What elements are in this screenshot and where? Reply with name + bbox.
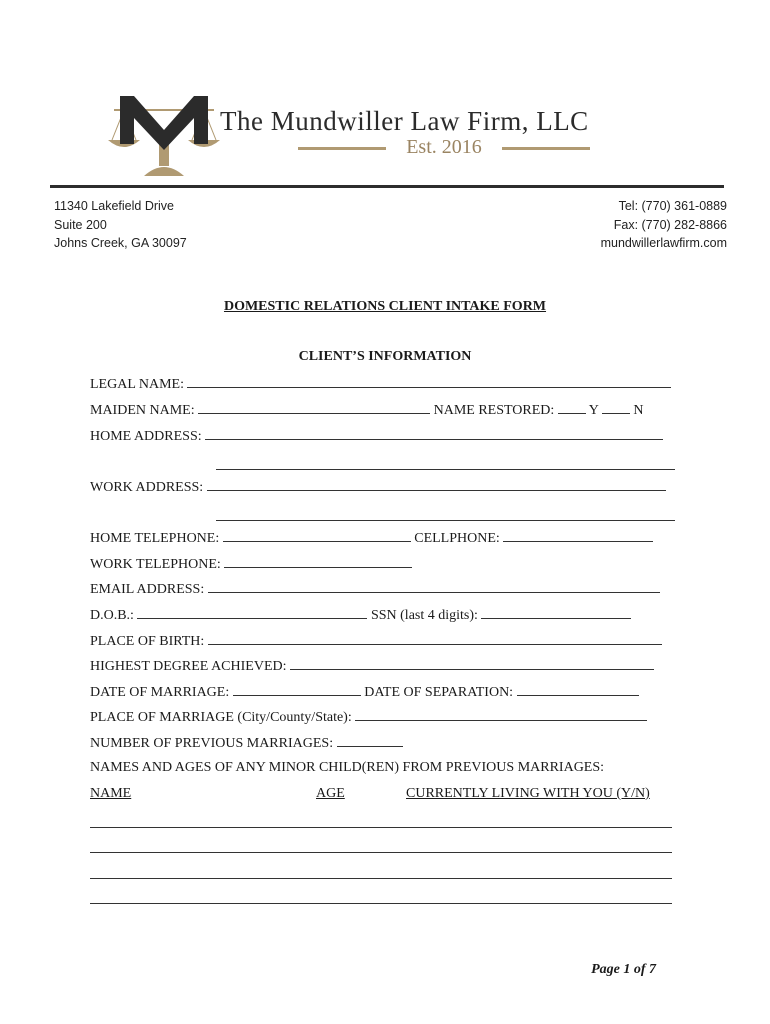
- work-address-label: WORK ADDRESS:: [90, 480, 204, 495]
- no-label: N: [633, 403, 644, 418]
- child-entry-line[interactable]: [90, 878, 672, 879]
- established-line: [298, 136, 590, 162]
- established-year: Est. 2016: [406, 136, 482, 158]
- address-line: 11340 Lakefield Drive: [54, 199, 174, 213]
- address-line: Suite 200: [54, 217, 107, 232]
- cellphone-label: CELLPHONE:: [414, 531, 500, 546]
- minor-children-label: NAMES AND AGES OF ANY MINOR CHILD(REN) FROM PREVIOUS MARRIAGES:: [90, 760, 605, 775]
- contact-info: [601, 197, 727, 253]
- place-of-marriage-field[interactable]: [355, 708, 647, 721]
- previous-marriages-row: [90, 734, 403, 752]
- home-address-label: HOME ADDRESS:: [90, 429, 202, 444]
- name-restored-yes-field[interactable]: [558, 401, 586, 414]
- home-address-field[interactable]: [205, 427, 663, 440]
- yes-label: Y: [588, 403, 599, 418]
- previous-marriages-field[interactable]: [337, 734, 403, 747]
- ssn-field[interactable]: [481, 606, 631, 619]
- work-address-field[interactable]: [207, 478, 666, 491]
- ssn-label: SSN (last 4 digits):: [370, 608, 478, 623]
- marriage-dates-row: [90, 683, 639, 701]
- home-telephone-field[interactable]: [223, 529, 411, 542]
- highest-degree-field[interactable]: [290, 657, 654, 670]
- column-header-age: AGE: [316, 786, 345, 801]
- email-address-field[interactable]: [208, 580, 660, 593]
- work-telephone-label: WORK TELEPHONE:: [90, 557, 221, 572]
- date-of-separation-field[interactable]: [517, 683, 639, 696]
- child-entry-line[interactable]: [90, 903, 672, 904]
- work-telephone-field[interactable]: [224, 555, 412, 568]
- highest-degree-label: HIGHEST DEGREE ACHIEVED:: [90, 659, 287, 674]
- form-title: DOMESTIC RELATIONS CLIENT INTAKE FORM: [223, 299, 547, 314]
- divider: [298, 147, 386, 150]
- home-address-field-2[interactable]: [216, 468, 675, 470]
- office-address: [54, 197, 187, 253]
- legal-name-field[interactable]: [187, 375, 671, 388]
- address-line: Johns Creek, GA 30097: [54, 236, 187, 250]
- maiden-name-field[interactable]: [198, 401, 430, 414]
- website: mundwillerlawfirm.com: [600, 236, 727, 250]
- firm-name: The Mundwiller Law Firm, LLC: [220, 106, 589, 136]
- fax: Fax: (770) 282-8866: [613, 217, 727, 232]
- child-entry-line[interactable]: [90, 852, 672, 853]
- column-header-name: NAME: [90, 786, 132, 801]
- legal-name-row: [90, 375, 671, 393]
- page-number: Page 1 of 7: [591, 962, 656, 977]
- date-of-marriage-label: DATE OF MARRIAGE:: [90, 685, 230, 700]
- column-header-living: CURRENTLY LIVING WITH YOU (Y/N): [406, 786, 650, 801]
- header-rule: [50, 185, 724, 188]
- work-address-row: [90, 478, 666, 496]
- name-restored-no-field[interactable]: [602, 401, 630, 414]
- child-entry-line[interactable]: [90, 827, 672, 828]
- firm-logo: [104, 92, 224, 178]
- dob-label: D.O.B.:: [90, 608, 134, 623]
- date-of-marriage-field[interactable]: [233, 683, 361, 696]
- telephone: Tel: (770) 361-0889: [618, 199, 727, 213]
- place-of-birth-row: [90, 632, 662, 650]
- maiden-name-row: [90, 401, 644, 419]
- dob-field[interactable]: [137, 606, 367, 619]
- email-address-label: EMAIL ADDRESS:: [90, 582, 205, 597]
- work-telephone-row: [90, 555, 412, 573]
- place-of-birth-field[interactable]: [208, 632, 662, 645]
- section-title: CLIENT’S INFORMATION: [298, 349, 472, 364]
- home-telephone-label: HOME TELEPHONE:: [90, 531, 220, 546]
- date-of-separation-label: DATE OF SEPARATION:: [364, 685, 514, 700]
- phone-row: [90, 529, 653, 547]
- highest-degree-row: [90, 657, 654, 675]
- previous-marriages-label: NUMBER OF PREVIOUS MARRIAGES:: [90, 736, 334, 751]
- email-row: [90, 580, 660, 598]
- place-of-marriage-row: [90, 708, 647, 726]
- dob-ssn-row: [90, 606, 631, 624]
- divider: [502, 147, 590, 150]
- legal-name-label: LEGAL NAME:: [90, 377, 184, 392]
- maiden-name-label: MAIDEN NAME:: [90, 403, 195, 418]
- name-restored-label: NAME RESTORED:: [433, 403, 555, 418]
- work-address-field-2[interactable]: [216, 519, 675, 521]
- home-address-row: [90, 427, 663, 445]
- place-of-birth-label: PLACE OF BIRTH:: [90, 634, 205, 649]
- cellphone-field[interactable]: [503, 529, 653, 542]
- place-of-marriage-label: PLACE OF MARRIAGE (City/County/State):: [90, 710, 352, 725]
